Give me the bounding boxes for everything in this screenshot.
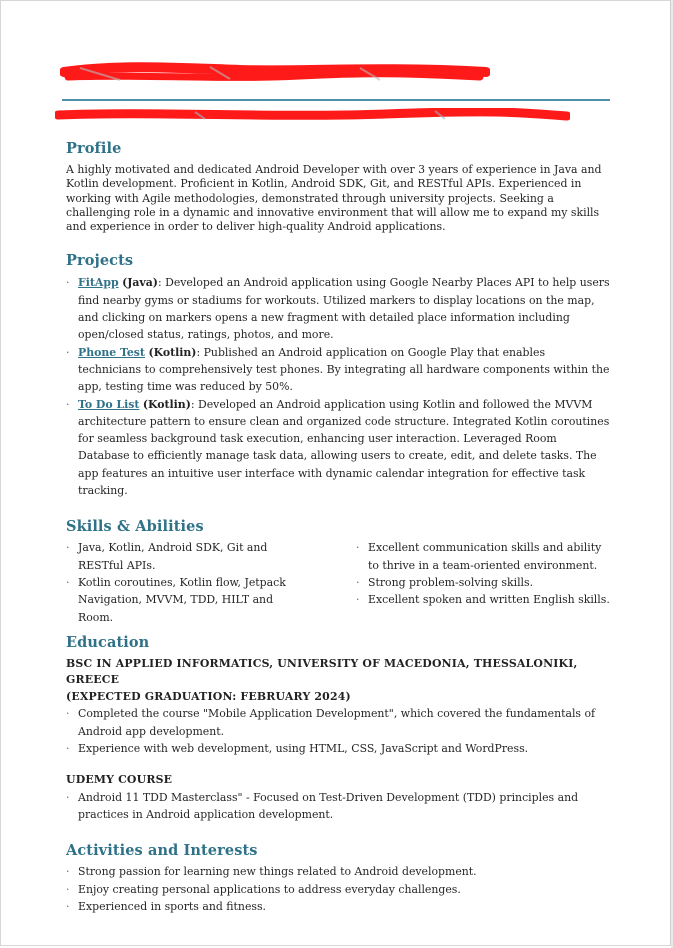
project-item-to-do-list bbox=[66, 396, 611, 500]
activity-item bbox=[66, 898, 611, 915]
education-section bbox=[66, 634, 611, 823]
profile-section bbox=[66, 140, 611, 234]
activity-item bbox=[66, 881, 611, 898]
degree-item bbox=[66, 740, 611, 757]
project-description: : Developed an Android application using Google Nearby Places API to help users find nearby gyms or stadiums for workouts. Utilized markers to display locations on the map, and clicking on markers opens a new fragment with detailed place information including open/closed status, ratings, photos, and more. bbox=[78, 276, 610, 342]
skills-section bbox=[66, 518, 611, 625]
bullet-icon: · bbox=[66, 899, 70, 913]
skill-item bbox=[356, 574, 611, 591]
activity-text: Experienced in sports and fitness. bbox=[78, 899, 267, 913]
activity-text: Enjoy creating personal applications to address everyday challenges. bbox=[78, 882, 461, 896]
bullet-icon: · bbox=[66, 882, 70, 896]
skill-text: Excellent communication skills and ability to thrive in a team-oriented environment. bbox=[368, 541, 602, 572]
degree-list bbox=[66, 705, 611, 757]
skills-right-list bbox=[356, 539, 611, 625]
project-description: : Published an Android application on Google Play that enables technicians to comprehensively test phones. By integrating all hardware components within the app, testing time was reduced by 50%. bbox=[78, 345, 610, 394]
skill-item bbox=[356, 539, 613, 574]
bullet-icon: · bbox=[356, 593, 360, 607]
project-language: (Kotlin) bbox=[148, 345, 197, 359]
activity-item bbox=[66, 863, 611, 880]
project-description: : Developed an Android application using Kotlin and followed the MVVM architecture pattern to ensure clean and organized code structure. Integrated Kotlin coroutines for seamless background task execution, enhancing user interaction. Leveraged Room Database to efficiently manage task data, allowing users to create, edit, and delete tasks. The app features an intuitive user interface with dynamic calendar integration for effective task tracking. bbox=[78, 397, 610, 498]
projects-section bbox=[66, 252, 611, 499]
bullet-icon: · bbox=[66, 707, 70, 721]
bullet-icon: · bbox=[66, 865, 70, 879]
education-heading: Education bbox=[66, 633, 150, 651]
skill-text: Excellent spoken and written English skills. bbox=[368, 593, 610, 607]
course-item bbox=[66, 789, 611, 824]
course-list bbox=[66, 789, 611, 824]
skills-columns bbox=[66, 539, 611, 625]
name-redaction bbox=[60, 62, 490, 84]
projects-list bbox=[66, 274, 611, 499]
bullet-icon: · bbox=[356, 541, 360, 555]
profile-text: A highly motivated and dedicated Android Developer with over 3 years of experience in Java and Kotlin development. Proficient in Kotlin, Android SDK, Git, and RESTful APIs. Experienced in working with Agile methodologies, demonstrated through university projects. Seeking a challenging role in a dynamic and innovative environment that will allow me to expand my skills and experience in order to deliver high-quality Android applications. bbox=[66, 163, 602, 234]
project-item-phone-test bbox=[66, 344, 611, 396]
bullet-icon: · bbox=[66, 741, 70, 755]
degree-item-text: Experience with web development, using HTML, CSS, JavaScript and WordPress. bbox=[78, 741, 529, 755]
skill-item bbox=[356, 591, 611, 608]
activities-section bbox=[66, 842, 611, 915]
projects-heading: Projects bbox=[66, 252, 134, 270]
project-link-to-do-list[interactable]: To Do List bbox=[78, 397, 140, 411]
course-title: UDEMY COURSE bbox=[66, 773, 173, 787]
bullet-icon: · bbox=[66, 541, 70, 555]
project-language: (Java) bbox=[122, 276, 158, 290]
project-link-phone-test[interactable]: Phone Test bbox=[78, 345, 145, 359]
skill-text: Strong problem-solving skills. bbox=[368, 575, 534, 589]
skill-item bbox=[66, 574, 298, 626]
activities-heading: Activities and Interests bbox=[66, 842, 258, 860]
header-rule bbox=[62, 99, 610, 101]
activity-text: Strong passion for learning new things related to Android development. bbox=[78, 865, 477, 879]
bullet-icon: · bbox=[356, 575, 360, 589]
degree-title: BSC IN APPLIED INFORMATICS, UNIVERSITY OF MACEDONIA, THESSALONIKI, GREECE bbox=[66, 656, 578, 687]
degree-graduation: (EXPECTED GRADUATION: FEBRUARY 2024) bbox=[66, 689, 351, 703]
project-link-fitapp[interactable]: FitApp bbox=[78, 276, 119, 290]
resume-content bbox=[66, 140, 611, 915]
skill-text: Kotlin coroutines, Kotlin flow, Jetpack Navigation, MVVM, TDD, HILT and Room. bbox=[78, 575, 286, 624]
skills-left-list bbox=[66, 539, 356, 625]
degree-item-text: Completed the course "Mobile Application Development", which covered the fundamentals of Android app development. bbox=[78, 707, 596, 738]
skills-heading: Skills & Abilities bbox=[66, 518, 204, 536]
course-item-text: Android 11 TDD Masterclass" - Focused on Test-Driven Development (TDD) principles and practices in Android application development. bbox=[78, 790, 579, 822]
profile-heading: Profile bbox=[66, 140, 122, 157]
project-language: (Kotlin) bbox=[142, 397, 191, 411]
bullet-icon: · bbox=[66, 276, 70, 290]
project-item-fitapp bbox=[66, 274, 611, 343]
activities-list bbox=[66, 863, 611, 915]
skill-text: Java, Kotlin, Android SDK, Git and RESTful APIs. bbox=[78, 541, 268, 572]
bullet-icon: · bbox=[66, 790, 70, 804]
skill-item bbox=[66, 539, 298, 574]
bullet-icon: · bbox=[66, 575, 70, 589]
bullet-icon: · bbox=[66, 397, 70, 411]
degree-item bbox=[66, 705, 611, 740]
bullet-icon: · bbox=[66, 345, 70, 359]
contact-redaction bbox=[55, 108, 570, 122]
